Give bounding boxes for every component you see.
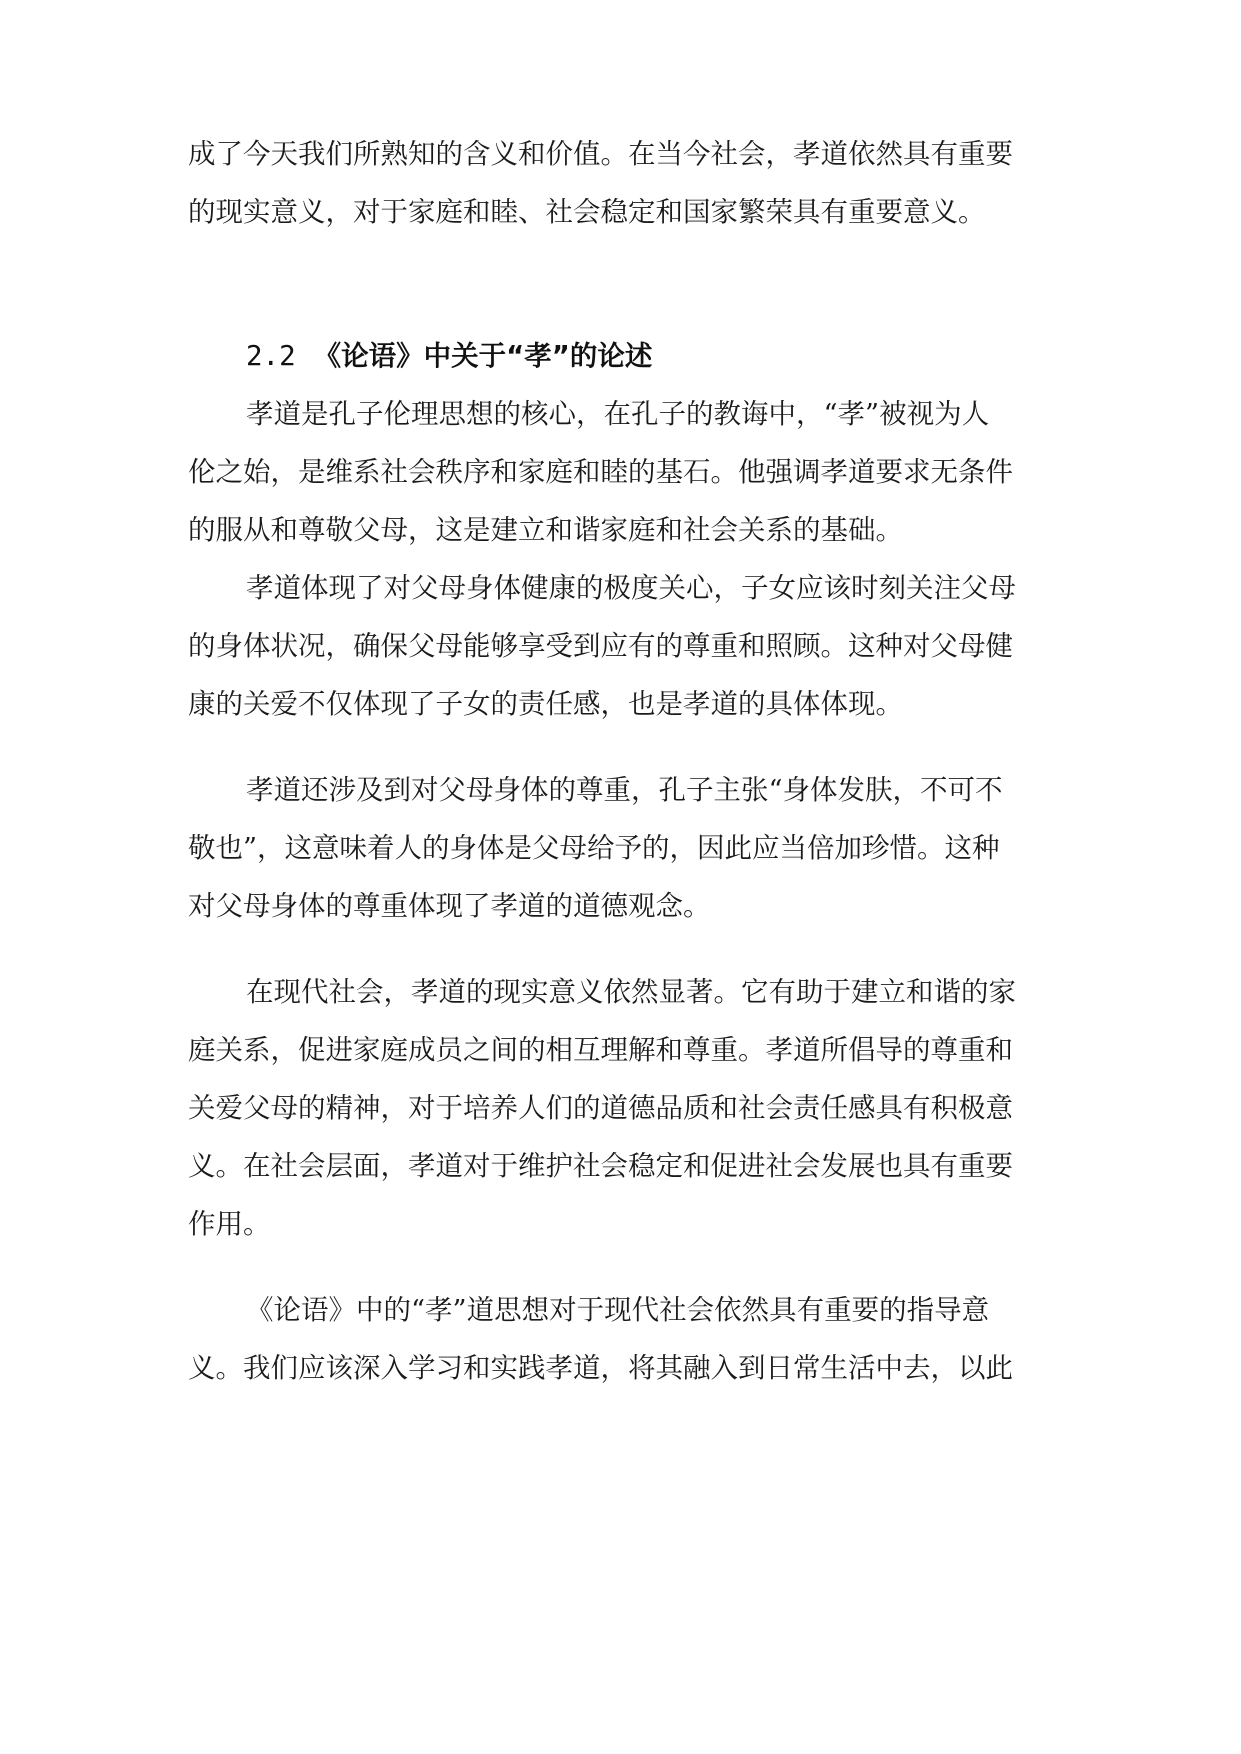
text-line: 孝道还涉及到对父母身体的尊重，孔子主张“身体发肤，不可不 bbox=[246, 774, 1003, 806]
text-line: 义。在社会层面，孝道对于维护社会稳定和促进社会发展也具有重要 bbox=[188, 1150, 1013, 1182]
body-paragraph-4 bbox=[188, 963, 1052, 1253]
text-line: 在现代社会，孝道的现实意义依然显著。它有助于建立和谐的家 bbox=[246, 976, 1016, 1008]
body-paragraph-2 bbox=[188, 559, 1052, 733]
text-line: 《论语》中的“孝”道思想对于现代社会依然具有重要的指导意 bbox=[246, 1294, 990, 1326]
body-paragraph-5 bbox=[188, 1281, 1052, 1397]
text-line: 的身体状况，确保父母能够享受到应有的尊重和照顾。这种对父母健 bbox=[188, 630, 1013, 662]
body-paragraph-1 bbox=[188, 327, 1052, 559]
text-line: 敬也”，这意味着人的身体是父母给予的，因此应当倍加珍惜。这种 bbox=[188, 832, 1000, 864]
text-line: 的服从和尊敬父母，这是建立和谐家庭和社会关系的基础。 bbox=[188, 514, 903, 546]
text-line: 伦之始，是维系社会秩序和家庭和睦的基石。他强调孝道要求无条件 bbox=[188, 456, 1013, 488]
text-line: 的现实意义，对于家庭和睦、社会稳定和国家繁荣具有重要意义。 bbox=[188, 196, 986, 228]
text-line: 对父母身体的尊重体现了孝道的道德观念。 bbox=[188, 890, 711, 922]
text-line: 成了今天我们所熟知的含义和价值。在当今社会，孝道依然具有重要 bbox=[188, 138, 1013, 170]
text-line: 义。我们应该深入学习和实践孝道，将其融入到日常生活中去，以此 bbox=[188, 1352, 1013, 1384]
text-line: 作用。 bbox=[188, 1208, 271, 1240]
text-line: 孝道体现了对父母身体健康的极度关心，子女应该时刻关注父母 bbox=[246, 572, 1016, 604]
text-line: 庭关系，促进家庭成员之间的相互理解和尊重。孝道所倡导的尊重和 bbox=[188, 1034, 1013, 1066]
text-line: 关爱父母的精神，对于培养人们的道德品质和社会责任感具有积极意 bbox=[188, 1092, 1013, 1124]
section-title: 《论语》中关于“孝”的论述 bbox=[313, 340, 653, 372]
text-line: 孝道是孔子伦理思想的核心，在孔子的教诲中，“孝”被视为人 bbox=[246, 398, 990, 430]
body-paragraph-3 bbox=[188, 761, 1052, 935]
text-line: 康的关爱不仅体现了子女的责任感，也是孝道的具体体现。 bbox=[188, 688, 903, 720]
section-number: 2.2 bbox=[246, 340, 296, 372]
intro-paragraph bbox=[188, 125, 1052, 241]
